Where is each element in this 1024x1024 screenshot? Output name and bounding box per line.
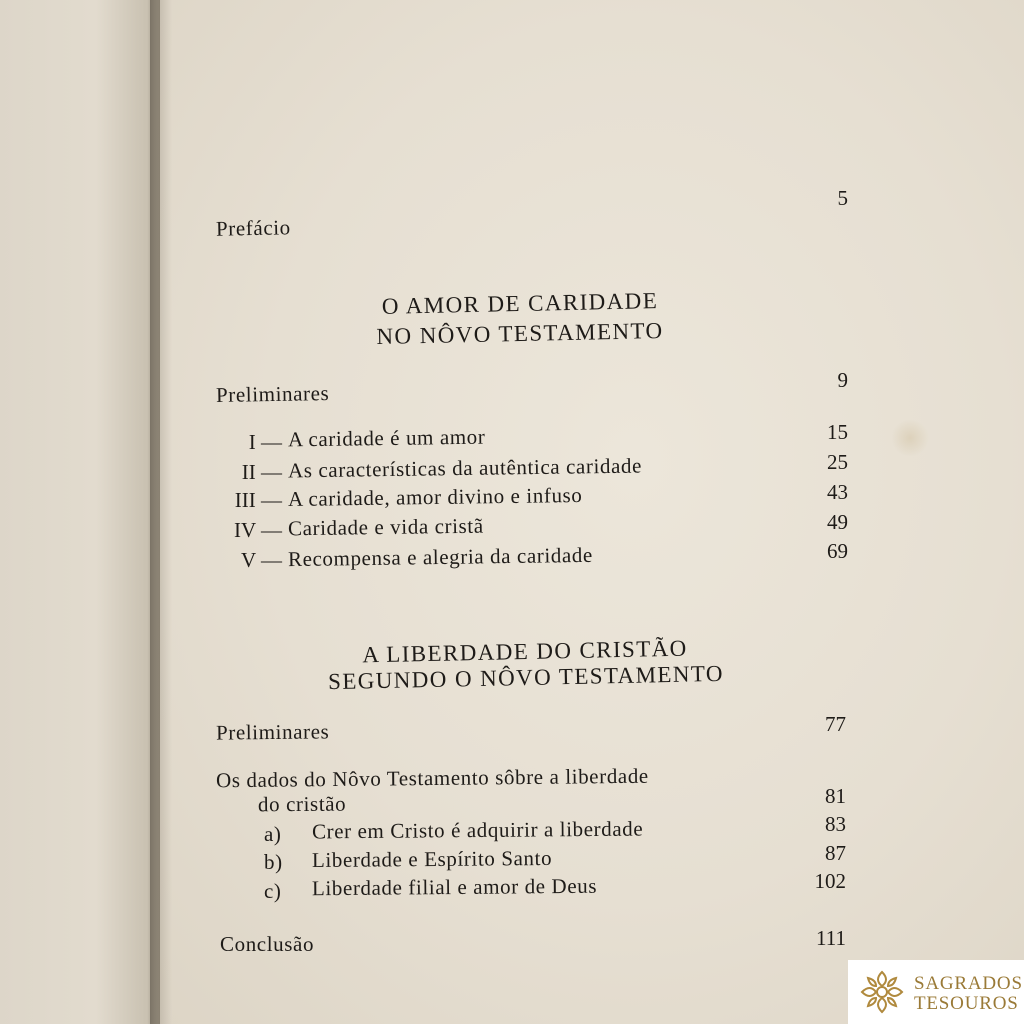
part1-preliminaries-label: Preliminares [215,381,330,407]
chapter-page: 15 [827,420,848,444]
subsection-letter: c) [264,879,282,903]
subsection-title: Liberdade filial e amor de Deus [311,873,598,901]
subsection-title: Crer em Cristo é adquirir a liberdade [311,816,644,844]
subsection-page: 102 [814,869,846,893]
chapter-title: As características da autêntica caridade [287,453,643,483]
part2-section-page: 81 [825,784,846,808]
chapter-page: 49 [827,510,848,534]
preface-label: Prefácio [215,215,291,241]
conclusion-page: 111 [816,926,846,950]
brand-name-line2: TESOUROS [914,993,1019,1014]
part2-section-title-line2: do cristão [257,791,347,817]
chapter-page: 43 [827,480,848,504]
subsection-page: 87 [825,841,846,865]
conclusion-label: Conclusão [220,932,315,956]
part2-preliminaries-label: Preliminares [215,719,330,745]
part1-preliminaries-page: 9 [837,368,848,392]
chapter-numeral: V — [240,548,282,572]
left-page [0,0,160,1024]
right-page [160,0,1024,1024]
preface-page: 5 [837,186,848,210]
part2-preliminaries-page: 77 [825,712,846,736]
ornament-icon [856,966,908,1018]
part2-heading-line2: SEGUNDO O NÔVO TESTAMENTO [327,660,725,695]
chapter-numeral: III — [234,488,282,512]
watermark [848,960,1024,1024]
part1-heading-line2: NO NÔVO TESTAMENTO [376,317,664,350]
chapter-numeral: I — [248,430,282,454]
chapter-title: A caridade, amor divino e infuso [287,482,583,512]
chapter-title: A caridade é um amor [287,424,486,452]
book-gutter [150,0,172,1024]
chapter-page: 69 [827,539,848,563]
part2-heading-line1: A LIBERDADE DO CRISTÃO [362,635,688,668]
part2-section-title-line1: Os dados do Nôvo Testamento sôbre a liberdade [215,763,649,793]
subsection-letter: a) [264,822,282,846]
brand-name-line1: SAGRADOS [914,973,1023,994]
paper-stain [890,420,930,456]
part1-heading-line1: O AMOR DE CARIDADE [381,288,659,319]
chapter-title: Caridade e vida cristã [287,513,484,541]
subsection-title: Liberdade e Espírito Santo [311,845,553,873]
subsection-page: 83 [825,812,846,836]
chapter-numeral: IV — [233,518,282,542]
chapter-numeral: II — [241,460,282,484]
chapter-title: Recompensa e alegria da caridade [287,542,594,572]
subsection-letter: b) [264,850,283,874]
chapter-page: 25 [827,450,848,474]
